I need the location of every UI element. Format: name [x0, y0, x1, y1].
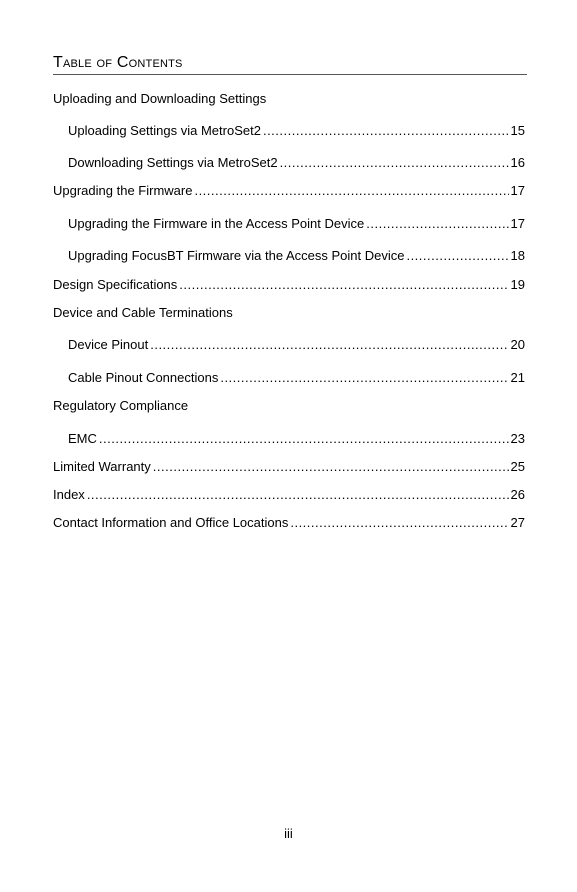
- toc-entry-page: 17: [510, 216, 525, 231]
- toc-entry[interactable]: [68, 154, 525, 172]
- toc-entry[interactable]: [68, 247, 525, 265]
- toc-entry-label: Upgrading the Firmware: [53, 183, 193, 198]
- toc-entry-label: Index: [53, 487, 85, 502]
- toc-entry[interactable]: [53, 458, 525, 476]
- toc-entry-label: Downloading Settings via MetroSet2: [68, 155, 278, 170]
- toc-entry-page: 26: [510, 487, 525, 502]
- dot-leader: [150, 336, 508, 354]
- toc-entry-label: Cable Pinout Connections: [68, 370, 219, 385]
- dot-leader: [153, 458, 509, 476]
- dot-leader: [99, 430, 509, 448]
- toc-entry-page: 27: [510, 515, 525, 530]
- dot-leader: [87, 486, 509, 504]
- toc-entry-label: Upgrading FocusBT Firmware via the Access Point Device: [68, 248, 405, 263]
- toc-entry[interactable]: [53, 304, 525, 322]
- toc-entry-label: Uploading and Downloading Settings: [53, 91, 267, 106]
- toc-entry[interactable]: [53, 276, 525, 294]
- toc-entry-label: Uploading Settings via MetroSet2: [68, 123, 261, 138]
- dot-leader: [366, 215, 508, 233]
- toc-entry-label: Device Pinout: [68, 337, 149, 352]
- toc-entry[interactable]: [53, 486, 525, 504]
- toc-entry-label: Limited Warranty: [53, 459, 151, 474]
- dot-leader: [179, 276, 508, 294]
- toc-entry[interactable]: [53, 397, 525, 415]
- dot-leader: [263, 122, 509, 140]
- toc-entry-label: Design Specifications: [53, 277, 178, 292]
- toc-entry-page: 18: [510, 248, 525, 263]
- toc-entry-page: 16: [510, 155, 525, 170]
- toc-entry-page: 23: [510, 431, 525, 446]
- dot-leader: [290, 514, 508, 532]
- toc-entry[interactable]: [53, 514, 525, 532]
- toc-entry-page: 17: [510, 183, 525, 198]
- toc-entry-label: Upgrading the Firmware in the Access Point Device: [68, 216, 365, 231]
- toc-entry-page: 19: [510, 277, 525, 292]
- dot-leader: [406, 247, 508, 265]
- toc-entry[interactable]: [53, 182, 525, 200]
- dot-leader: [280, 154, 509, 172]
- toc-entry-label: EMC: [68, 431, 97, 446]
- toc-entry[interactable]: [68, 336, 525, 354]
- toc-entry[interactable]: [68, 215, 525, 233]
- toc-entry-label: Regulatory Compliance: [53, 398, 189, 413]
- toc-entry-page: 15: [510, 123, 525, 138]
- toc-entry[interactable]: [68, 430, 525, 448]
- page-number: iii: [284, 826, 293, 841]
- toc-entry[interactable]: [68, 369, 525, 387]
- dot-leader: [194, 182, 508, 200]
- toc-entry-label: Device and Cable Terminations: [53, 305, 233, 320]
- toc-entry[interactable]: [53, 90, 525, 108]
- toc-entry-page: 20: [510, 337, 525, 352]
- dot-leader: [220, 369, 508, 387]
- toc-heading: [53, 52, 527, 75]
- toc-entry-label: Contact Information and Office Locations: [53, 515, 289, 530]
- toc-heading-text: Table of Contents: [53, 54, 183, 71]
- toc-entry-page: 25: [510, 459, 525, 474]
- toc-entry-page: 21: [510, 370, 525, 385]
- toc-entry[interactable]: [68, 122, 525, 140]
